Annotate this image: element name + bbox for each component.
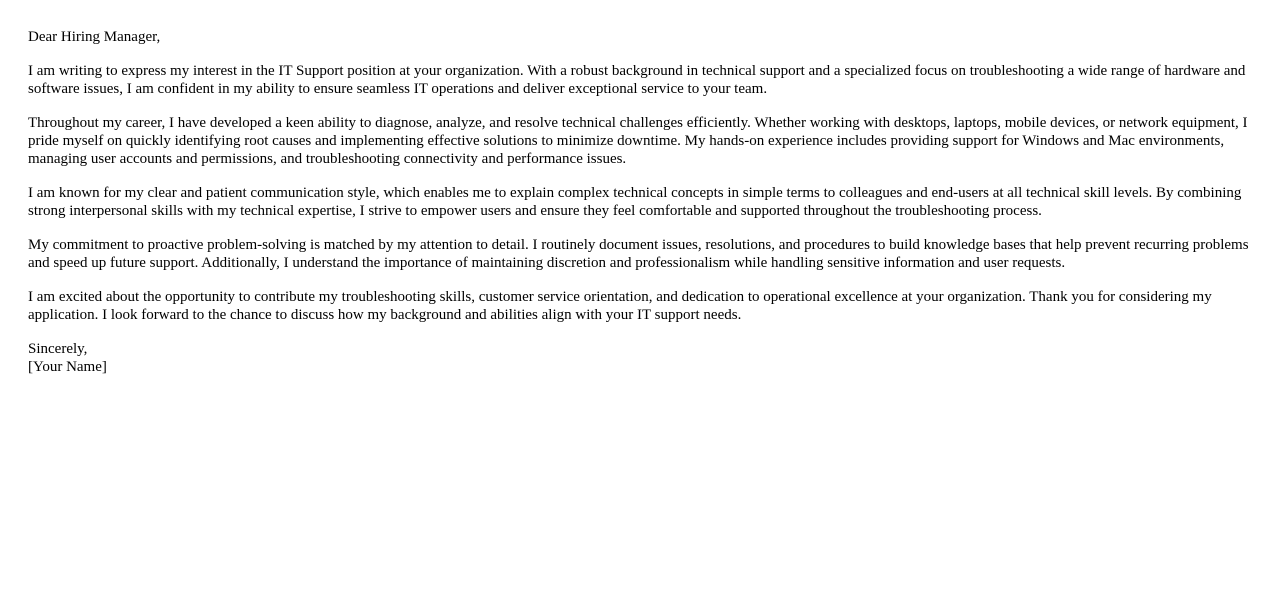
letter-paragraph-3: I am known for my clear and patient communication style, which enables me to explain complex technical concepts in simple terms to colleagues and end-users at all technical skill levels. By combining strong interpersonal skills with my technical expertise, I strive to empower users and ensure they feel comfortable and supported throughout the troubleshooting process.	[28, 185, 1242, 219]
letter-paragraph-4: My commitment to proactive problem-solving is matched by my attention to detail. I routinely document issues, resolutions, and procedures to build knowledge bases that help prevent recurring problems and speed up future support. Additionally, I understand the importance of maintaining discretion and professionalism while handling sensitive information and user requests.	[28, 237, 1249, 271]
letter-greeting: Dear Hiring Manager,	[28, 29, 161, 45]
letter-paragraph-2: Throughout my career, I have developed a keen ability to diagnose, analyze, and resolve technical challenges efficiently. Whether working with desktops, laptops, mobile devices, or network equipment, I pride myself on quickly identifying root causes and implementing effective solutions to minimize downtime. My hands-on experience includes providing support for Windows and Mac environments, managing user accounts and permissions, and troubleshooting connectivity and performance issues.	[28, 115, 1248, 167]
cover-letter	[28, 28, 1256, 376]
letter-paragraph-5: I am excited about the opportunity to contribute my troubleshooting skills, customer service orientation, and dedication to operational excellence at your organization. Thank you for considering my application. I look forward to the chance to discuss how my background and abilities align with your IT support needs.	[28, 289, 1212, 323]
letter-signature: [Your Name]	[28, 359, 107, 375]
letter-closing: Sincerely,	[28, 341, 88, 357]
letter-signoff	[28, 340, 1256, 376]
letter-paragraph-1: I am writing to express my interest in the IT Support position at your organization. With a robust background in technical support and a specialized focus on troubleshooting a wide range of hardware and software issues, I am confident in my ability to ensure seamless IT operations and deliver exceptional service to your team.	[28, 63, 1246, 97]
